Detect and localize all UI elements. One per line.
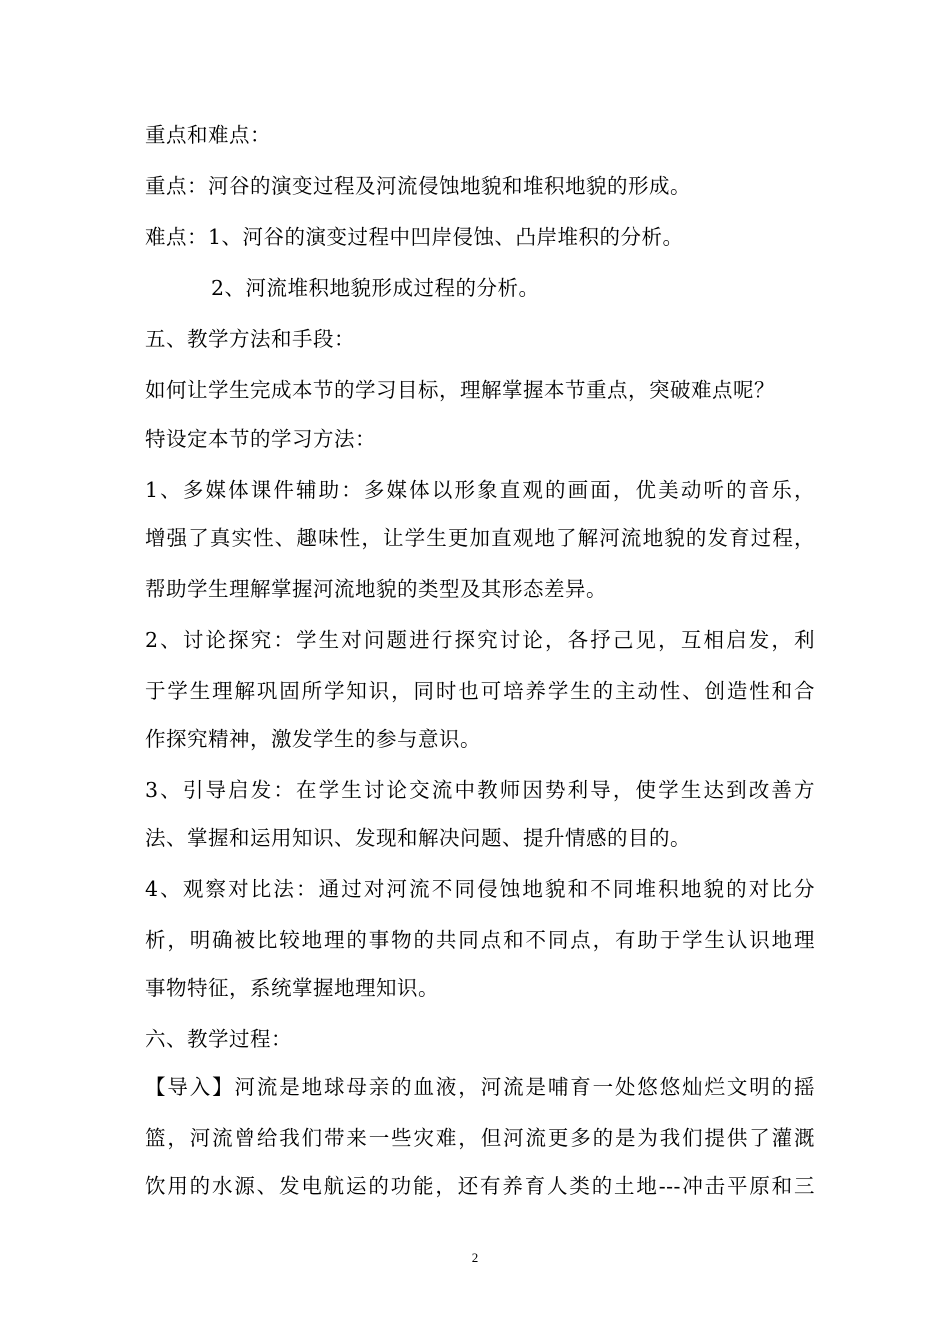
- paragraph-line: 法、掌握和运用知识、发现和解决问题、提升情感的目的。: [145, 826, 691, 850]
- paragraph-line: 特设定本节的学习方法：: [145, 427, 376, 451]
- paragraph-line: 增强了真实性、趣味性，让学生更加直观地了解河流地貌的发育过程，: [145, 526, 815, 550]
- paragraph-line: 难点：1、河谷的演变过程中凹岸侵蚀、凸岸堆积的分析。: [145, 225, 684, 249]
- paragraph-line: 帮助学生理解掌握河流地貌的类型及其形态差异。: [145, 577, 607, 601]
- paragraph-line: 篮，河流曾给我们带来一些灾难，但河流更多的是为我们提供了灌溉: [145, 1126, 815, 1150]
- paragraph-line: 2、河流堆积地貌形成过程的分析。: [211, 276, 540, 300]
- section-heading-process: 六、教学过程：: [145, 1027, 292, 1051]
- paragraph-line: 析，明确被比较地理的事物的共同点和不同点，有助于学生认识地理: [145, 928, 815, 952]
- paragraph-line: 2、讨论探究：学生对问题进行探究讨论，各抒己见，互相启发，利: [145, 628, 815, 652]
- heading-key-points: 重点和难点：: [145, 123, 271, 147]
- section-heading-methods: 五、教学方法和手段：: [145, 327, 355, 351]
- paragraph-line: 重点：河谷的演变过程及河流侵蚀地貌和堆积地貌的形成。: [145, 174, 691, 198]
- page-number: 2: [471, 1250, 479, 1265]
- paragraph-line: 饮用的水源、发电航运的功能，还有养育人类的土地---冲击平原和三: [145, 1174, 815, 1198]
- paragraph-line: 4、观察对比法：通过对河流不同侵蚀地貌和不同堆积地貌的对比分: [145, 877, 815, 901]
- paragraph-line: 事物特征，系统掌握地理知识。: [145, 976, 439, 1000]
- paragraph-line: 3、引导启发：在学生讨论交流中教师因势利导，使学生达到改善方: [145, 778, 815, 802]
- paragraph-line: 1、多媒体课件辅助：多媒体以形象直观的画面，优美动听的音乐，: [145, 478, 815, 502]
- paragraph-line: 【导入】河流是地球母亲的血液，河流是哺育一处悠悠灿烂文明的摇: [145, 1075, 815, 1099]
- paragraph-line: 作探究精神，激发学生的参与意识。: [145, 727, 481, 751]
- paragraph-line: 如何让学生完成本节的学习目标，理解掌握本节重点，突破难点呢？: [145, 378, 775, 402]
- paragraph-line: 于学生理解巩固所学知识，同时也可培养学生的主动性、创造性和合: [145, 679, 815, 703]
